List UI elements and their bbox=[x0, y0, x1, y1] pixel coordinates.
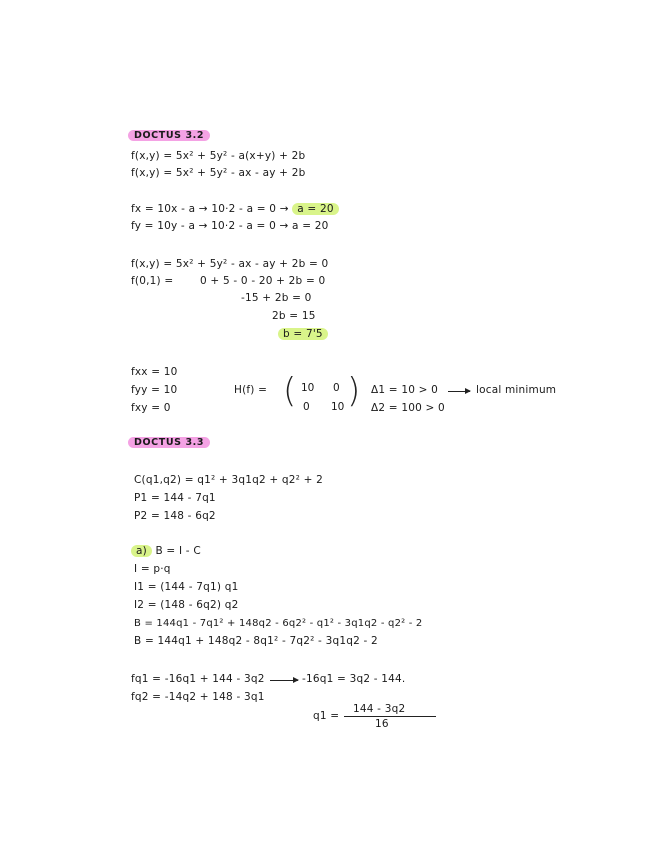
cost-function: C(q1,q2) = q1² + 3q1q2 + q2² + 2 bbox=[134, 474, 324, 486]
function-definition: f(x,y) = 5x² + 5y² - a(x+y) + 2b bbox=[131, 150, 306, 162]
function-at-point-label: f(0,1) = bbox=[131, 275, 174, 287]
second-derivative-yy: fyy = 10 bbox=[131, 384, 178, 396]
derivative-q2: fq2 = -14q2 + 148 - 3q1 bbox=[131, 691, 265, 703]
local-min-label: local minimum bbox=[476, 384, 557, 396]
partial-x-line: fx = 10x - a → 10·2 - a = 0 → a = 20 bbox=[131, 203, 339, 216]
income-2: I2 = (148 - 6q2) q2 bbox=[134, 599, 239, 611]
b-result: b = 7'5 bbox=[278, 328, 328, 341]
matrix-a11: 10 bbox=[301, 382, 315, 394]
hessian-label: H(f) = bbox=[234, 384, 268, 396]
delta2: Δ2 = 100 > 0 bbox=[371, 402, 445, 414]
hessian-matrix bbox=[283, 371, 361, 416]
price-1: P1 = 144 - 7q1 bbox=[134, 492, 216, 504]
q1-numerator: 144 - 3q2 bbox=[353, 703, 406, 715]
second-derivative-xy: fxy = 0 bbox=[131, 402, 171, 414]
q1-label: q1 = bbox=[313, 710, 340, 722]
matrix-a22: 10 bbox=[331, 401, 345, 413]
a-result-highlight: a = 20 bbox=[292, 203, 338, 215]
solve-step-1: -15 + 2b = 0 bbox=[241, 292, 312, 304]
profit-expanded: B = 144q1 - 7q1² + 148q2 - 6q2² - q1² - 3q1q2 - q2² - 2 bbox=[134, 618, 423, 629]
profit-simplified: B = 144q1 + 148q2 - 8q1² - 7q2² - 3q1q2 - 2 bbox=[134, 635, 378, 647]
q1-denominator: 16 bbox=[375, 718, 389, 730]
function-equation: f(x,y) = 5x² + 5y² - ax - ay + 2b = 0 bbox=[131, 258, 329, 270]
part-a-label: a) bbox=[131, 545, 152, 557]
right-paren: ) bbox=[347, 371, 361, 411]
price-2: P2 = 148 - 6q2 bbox=[134, 510, 216, 522]
function-expanded: f(x,y) = 5x² + 5y² - ax - ay + 2b bbox=[131, 167, 306, 179]
income-1: I1 = (144 - 7q1) q1 bbox=[134, 581, 239, 593]
left-paren: ( bbox=[283, 371, 297, 411]
arrow-icon bbox=[270, 680, 298, 681]
part-a-line: a) B = I - C bbox=[131, 545, 201, 558]
partial-y-line: fy = 10y - a → 10·2 - a = 0 → a = 20 bbox=[131, 220, 329, 232]
section-heading-3-3: DOCTUS 3.3 bbox=[128, 436, 210, 449]
matrix-a12: 0 bbox=[333, 382, 340, 394]
solve-step-2: 2b = 15 bbox=[272, 310, 316, 322]
derivative-q1: fq1 = -16q1 + 144 - 3q2 bbox=[131, 673, 265, 685]
matrix-a21: 0 bbox=[303, 401, 310, 413]
second-derivative-xx: fxx = 10 bbox=[131, 366, 178, 378]
fraction-bar bbox=[344, 716, 436, 717]
arrow-icon bbox=[448, 391, 470, 392]
function-at-point-rhs: 0 + 5 - 0 - 20 + 2b = 0 bbox=[200, 275, 326, 287]
income-definition: I = p·q bbox=[134, 563, 171, 575]
derivative-q1-result: -16q1 = 3q2 - 144. bbox=[302, 673, 406, 685]
section-heading-3-2: DOCTUS 3.2 bbox=[128, 129, 210, 142]
delta1: Δ1 = 10 > 0 bbox=[371, 384, 439, 396]
